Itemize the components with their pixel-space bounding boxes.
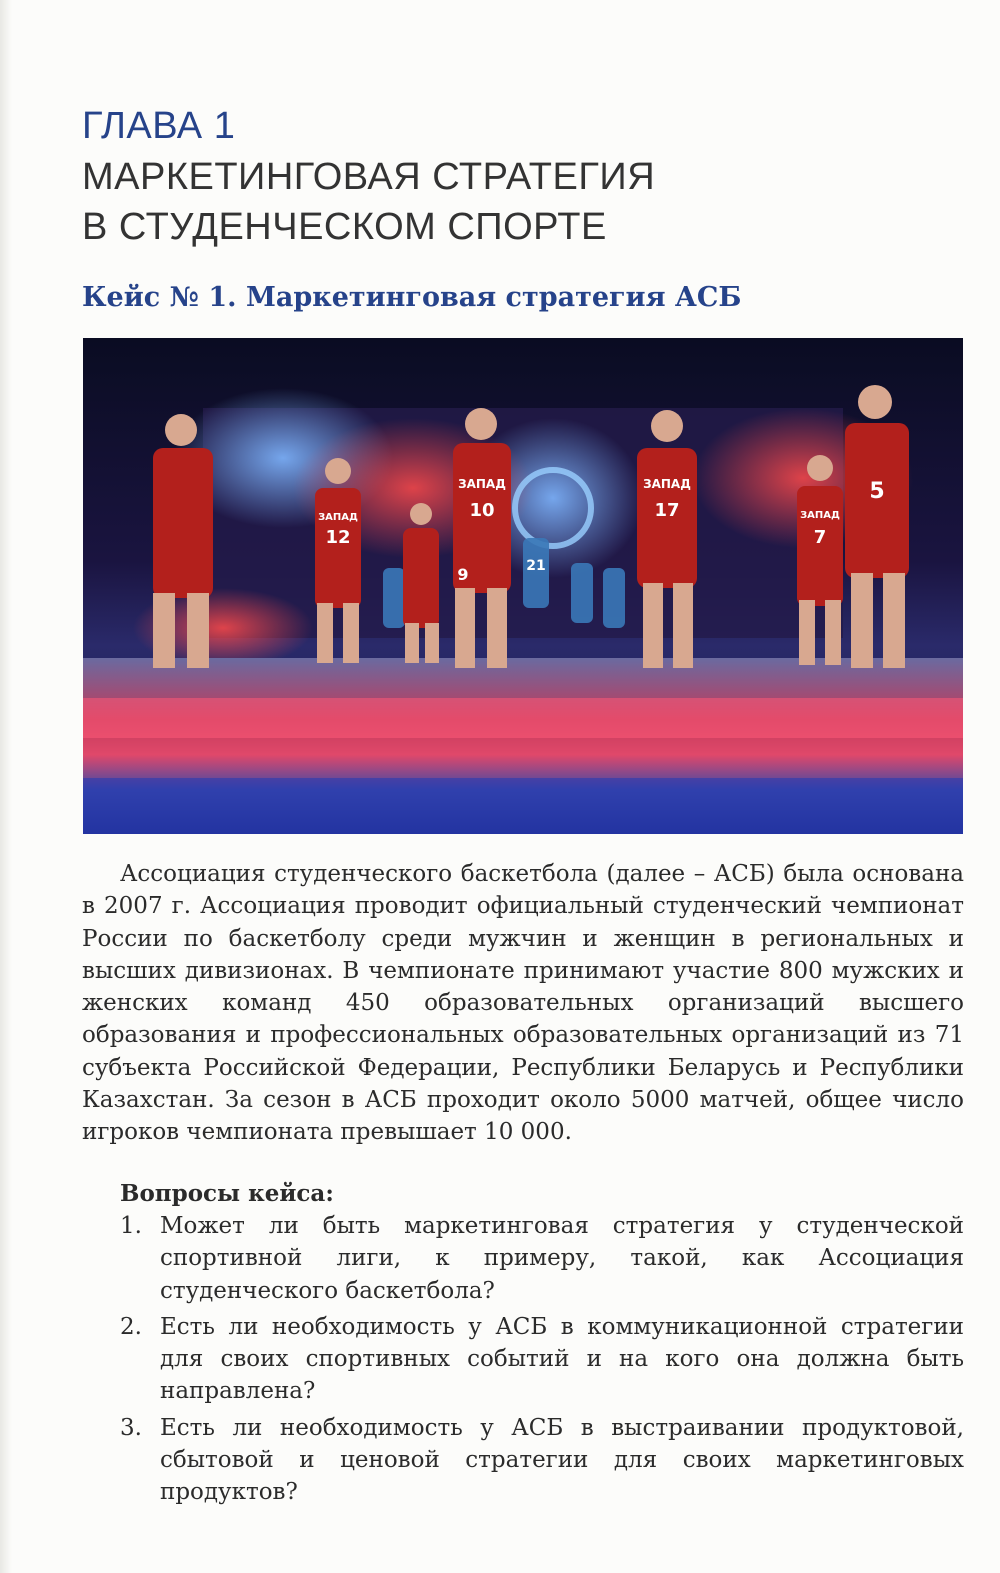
jersey-number: 9: [457, 565, 469, 584]
questions-list: [120, 1210, 964, 1513]
jersey-number: 7: [813, 527, 827, 548]
questions-heading: Вопросы кейса:: [120, 1180, 334, 1207]
jersey-text: ЗАПАД: [800, 510, 840, 521]
jersey-number: 10: [469, 500, 495, 521]
chapter-label: ГЛАВА 1: [82, 105, 236, 147]
body-paragraph: Ассоциация студенческого баскетбола (далее – АСБ) была основана в 2007 г. Ассоциация проводит официальный студенческий чемпионат России по баскетболу среди мужчин и женщин в региональных и высших дивизионах. В чемпионате принимают участие 800 мужских и женских команд 450 образовательных организаций высшего образования и профессиональных образовательных организаций из 71 субъекта Российской Федерации, Республики Беларусь и Республики Казахстан. За сезон в АСБ проходит около 5000 матчей, общее число игроков чемпионата превышает 10 000.: [82, 861, 964, 1146]
basketball-photo: [83, 338, 963, 834]
list-item: [120, 1311, 964, 1408]
jersey-text: ЗАПАД: [643, 477, 691, 491]
list-item: [120, 1412, 964, 1509]
jersey-number: 5: [869, 479, 885, 504]
jersey-number: 17: [654, 500, 680, 521]
page-edge: [0, 0, 12, 1573]
chapter-title-line-2: В СТУДЕНЧЕСКОМ СПОРТЕ: [82, 206, 607, 248]
question-text: Есть ли необходимость у АСБ в коммуникационной стратегии для своих спортивных событий и на кого она должна быть направлена?: [160, 1313, 964, 1405]
question-number: 3.: [120, 1414, 142, 1441]
chapter-title: [82, 152, 942, 252]
question-text: Есть ли необходимость у АСБ в выстраивании продуктовой, сбытовой и ценовой стратегии для своих маркетинговых продуктов?: [160, 1414, 964, 1506]
basketball-photo-illustration: [83, 338, 963, 834]
jersey-number: 12: [325, 527, 351, 548]
jersey-text: ЗАПАД: [458, 477, 506, 491]
jersey-number: 21: [526, 558, 546, 574]
case-title: Кейс № 1. Маркетинговая стратегия АСБ: [82, 282, 742, 313]
question-number: 1.: [120, 1213, 142, 1239]
chapter-title-line-1: МАРКЕТИНГОВАЯ СТРАТЕГИЯ: [82, 156, 656, 198]
question-number: 2.: [120, 1313, 142, 1340]
list-item: [120, 1210, 964, 1307]
question-text: Может ли быть маркетинговая стратегия у студенческой спортивной лиги, к примеру, такой, как Ассоциация студенческого баскетбола?: [160, 1213, 964, 1304]
jersey-text: ЗАПАД: [318, 512, 358, 523]
